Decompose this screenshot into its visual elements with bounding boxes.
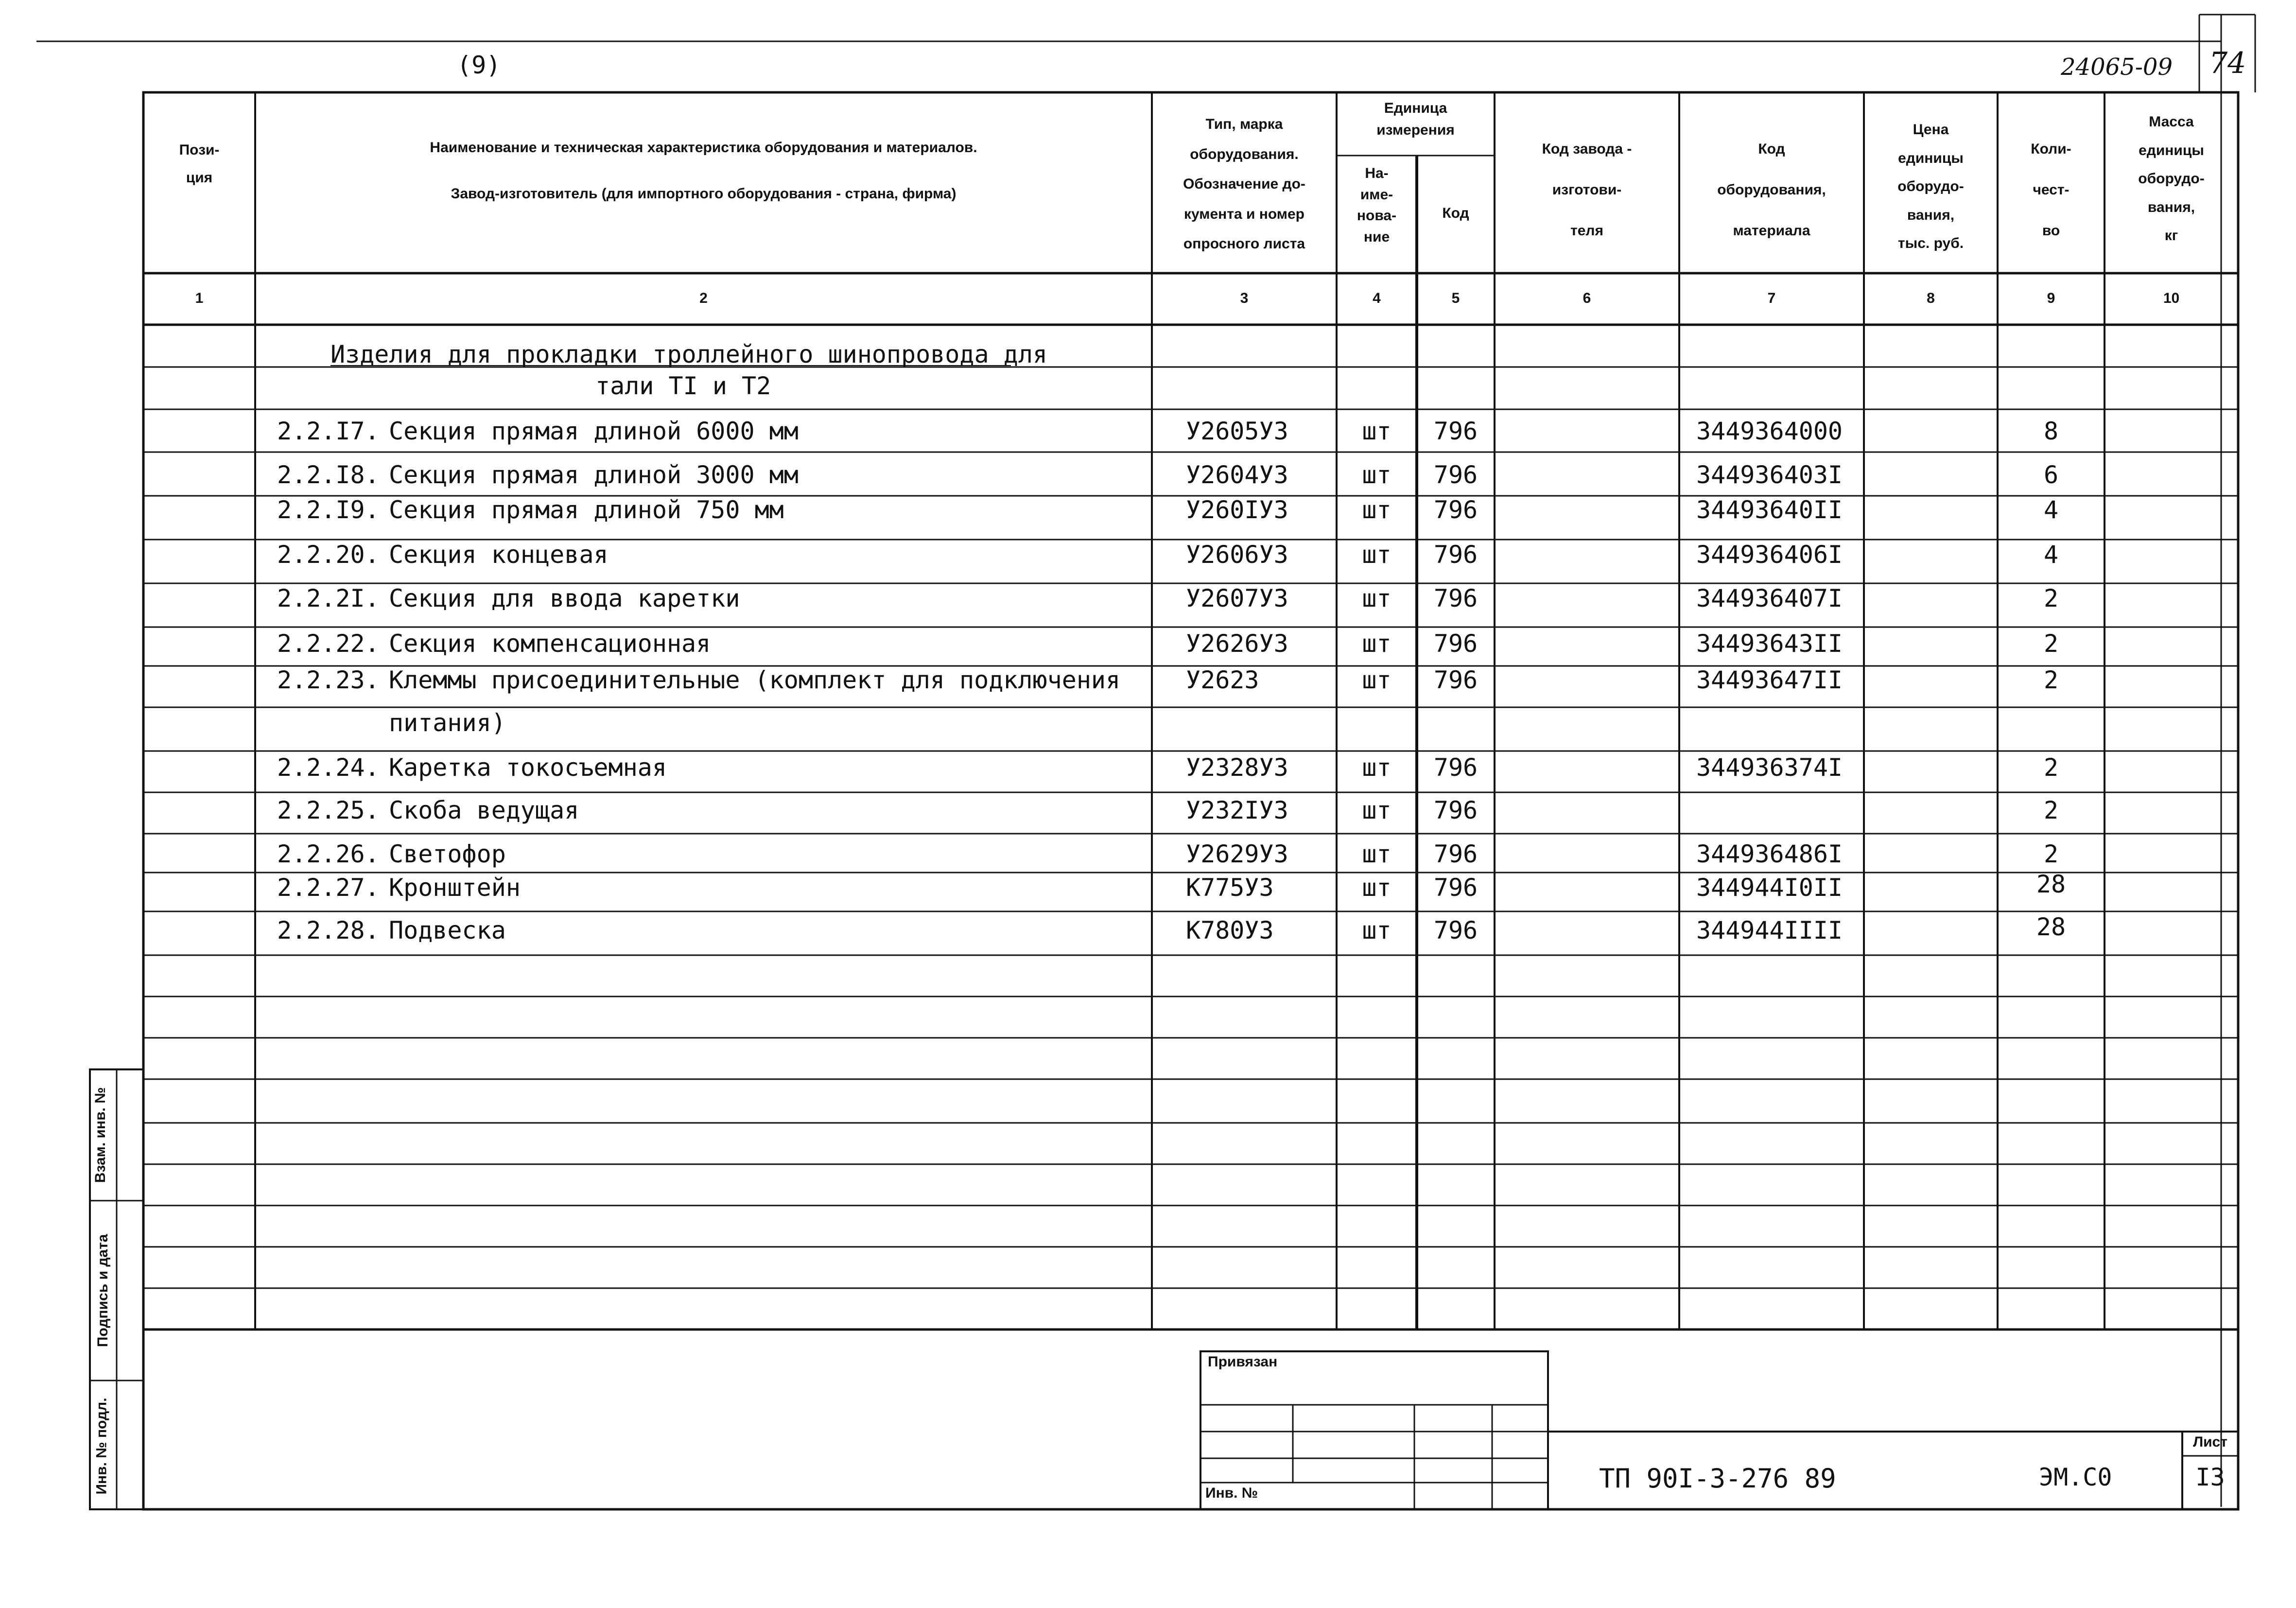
row-name: Секция компенсационная — [389, 629, 711, 658]
document-number: 24065-09 — [2061, 53, 2173, 81]
colnum-2: 2 — [699, 290, 708, 306]
row-name: Секция прямая длиной 3000 мм — [389, 461, 799, 489]
header-name-line1: Наименование и техническая характеристика оборудования и материалов. — [430, 140, 977, 156]
row-quantity: 2 — [2043, 629, 2059, 658]
row-type: У2623 — [1186, 666, 1259, 694]
row-unit-code: 796 — [1433, 874, 1478, 902]
colnum-9: 9 — [2047, 290, 2055, 306]
row-quantity: 2 — [2043, 666, 2059, 694]
row-name: Секция концевая — [389, 541, 609, 569]
inv-no-label: Инв. № — [1205, 1485, 1258, 1501]
page-marker: (9) — [457, 51, 501, 79]
row-position: 2.2.24. — [277, 753, 380, 782]
side-label-inv-podl: Инв. № подл. — [93, 1398, 110, 1495]
row-position: 2.2.27. — [277, 874, 380, 902]
header-unit-name: На- име- нова- ние — [1357, 165, 1397, 245]
row-name: Кронштейн — [389, 874, 521, 902]
colnum-3: 3 — [1240, 290, 1249, 306]
row-type: К780У3 — [1186, 916, 1274, 944]
row-equipment-code: 344944IIII — [1696, 916, 1843, 944]
colnum-1: 1 — [195, 290, 204, 306]
colnum-6: 6 — [1583, 290, 1591, 306]
side-label-vzam: Взам. инв. № — [92, 1087, 108, 1183]
row-unit-code: 796 — [1433, 461, 1478, 489]
row-equipment-code: 344944I0II — [1696, 874, 1843, 902]
row-type: У2629У3 — [1186, 840, 1288, 868]
sheet-label: Лист — [2193, 1434, 2227, 1450]
row-equipment-code: 344936406I — [1696, 541, 1843, 569]
row-type: У260IУ3 — [1186, 496, 1288, 524]
row-equipment-code: 344936407I — [1696, 584, 1843, 612]
colnum-5: 5 — [1451, 290, 1460, 306]
row-name: Скоба ведущая — [389, 796, 579, 824]
row-unit-code: 796 — [1433, 840, 1478, 868]
row-name: Секция для ввода каретки — [389, 584, 740, 612]
row-equipment-code: 344936374I — [1696, 753, 1843, 782]
row-position: 2.2.2I. — [277, 584, 380, 612]
section-title-line1: Изделия для прокладки троллейного шинопровода для — [330, 340, 1048, 368]
row-type: У2626У3 — [1186, 629, 1288, 658]
header-equipment-code: Код оборудования, материала — [1717, 141, 1826, 239]
sheet-number: 74 — [2209, 46, 2246, 80]
row-unit: шт — [1362, 666, 1392, 694]
row-quantity: 4 — [2043, 496, 2059, 524]
row-equipment-code: 3449364000 — [1696, 417, 1843, 445]
row-unit-code: 796 — [1433, 666, 1478, 694]
row-name: Секция прямая длиной 750 мм — [389, 496, 784, 524]
row-quantity: 8 — [2043, 417, 2059, 445]
row-quantity: 2 — [2043, 584, 2059, 612]
row-unit-code: 796 — [1433, 541, 1478, 569]
row-unit: шт — [1362, 840, 1392, 868]
colnum-10: 10 — [2163, 290, 2180, 306]
document-code: ТП 90I-3-276 89 — [1599, 1463, 1836, 1494]
row-equipment-code: 34493643II — [1696, 629, 1843, 658]
header-price: Цена единицы оборудо- вания, тыс. руб. — [1897, 122, 1964, 251]
row-unit-code: 796 — [1433, 629, 1478, 658]
row-type: У2604У3 — [1186, 461, 1288, 489]
row-quantity: 2 — [2043, 753, 2059, 782]
header-position: Пози- ция — [179, 142, 220, 186]
header-mass: Масса единицы оборудо- вания, кг — [2138, 114, 2205, 244]
row-position: 2.2.25. — [277, 796, 380, 824]
row-unit: шт — [1362, 461, 1392, 489]
side-label-podpis: Подпись и дата — [95, 1234, 111, 1347]
row-unit: шт — [1362, 874, 1392, 902]
row-unit-code: 796 — [1433, 753, 1478, 782]
row-type: У2606У3 — [1186, 541, 1288, 569]
row-type: У2605У3 — [1186, 417, 1288, 445]
row-position: 2.2.28. — [277, 916, 380, 944]
row-type: У232IУ3 — [1186, 796, 1288, 824]
row-quantity: 6 — [2043, 461, 2059, 489]
row-unit-code: 796 — [1433, 417, 1478, 445]
header-unit-group: Единица измерения — [1376, 100, 1455, 138]
row-unit: шт — [1362, 496, 1392, 524]
row-name: Светофор — [389, 840, 506, 868]
row-name: Клеммы присоединительные (комплект для подключения — [389, 666, 1121, 694]
row-quantity: 28 — [2036, 870, 2066, 898]
row-unit-code: 796 — [1433, 796, 1478, 824]
row-unit: шт — [1362, 584, 1392, 612]
row-position: 2.2.23. — [277, 666, 380, 694]
row-name: Каретка токосъемная — [389, 753, 667, 782]
row-position: 2.2.20. — [277, 541, 380, 569]
row-name: Секция прямая длиной 6000 мм — [389, 417, 799, 445]
row-quantity: 4 — [2043, 541, 2059, 569]
section-title-line2: тали TI и T2 — [595, 372, 771, 400]
row-position: 2.2.26. — [277, 840, 380, 868]
privyazan-label: Привязан — [1208, 1354, 1278, 1370]
row-name-continued: питания) — [389, 709, 506, 737]
row-type: У2607У3 — [1186, 584, 1288, 612]
row-unit-code: 796 — [1433, 916, 1478, 944]
row-position: 2.2.I7. — [277, 417, 380, 445]
row-unit: шт — [1362, 541, 1392, 569]
row-equipment-code: 34493640II — [1696, 496, 1843, 524]
header-name-line2: Завод-изготовитель (для импортного оборудования - страна, фирма) — [451, 186, 957, 202]
row-quantity: 28 — [2036, 913, 2066, 941]
colnum-8: 8 — [1927, 290, 1935, 306]
row-equipment-code: 344936403I — [1696, 461, 1843, 489]
row-unit-code: 796 — [1433, 584, 1478, 612]
colnum-4: 4 — [1373, 290, 1381, 306]
row-quantity: 2 — [2043, 840, 2059, 868]
row-type: К775У3 — [1186, 874, 1274, 902]
row-unit-code: 796 — [1433, 496, 1478, 524]
row-position: 2.2.22. — [277, 629, 380, 658]
row-unit: шт — [1362, 417, 1392, 445]
row-name: Подвеска — [389, 916, 506, 944]
header-unit-code: Код — [1442, 205, 1469, 221]
row-type: У2328У3 — [1186, 753, 1288, 782]
row-equipment-code: 34493647II — [1696, 666, 1843, 694]
colnum-7: 7 — [1767, 290, 1776, 306]
header-plant-code: Код завода - изготови- теля — [1542, 141, 1632, 239]
row-quantity: 2 — [2043, 796, 2059, 824]
header-type: Тип, марка оборудования. Обозначение до- кумента и номер опросного листа — [1183, 116, 1305, 252]
document-mark: ЭМ.С0 — [2039, 1463, 2112, 1491]
row-unit: шт — [1362, 629, 1392, 658]
row-unit: шт — [1362, 753, 1392, 782]
row-unit: шт — [1362, 796, 1392, 824]
row-unit: шт — [1362, 916, 1392, 944]
sheet-value: I3 — [2195, 1463, 2225, 1491]
header-quantity: Коли- чест- во — [2031, 141, 2071, 239]
row-position: 2.2.I8. — [277, 461, 380, 489]
row-equipment-code: 344936486I — [1696, 840, 1843, 868]
row-position: 2.2.I9. — [277, 496, 380, 524]
